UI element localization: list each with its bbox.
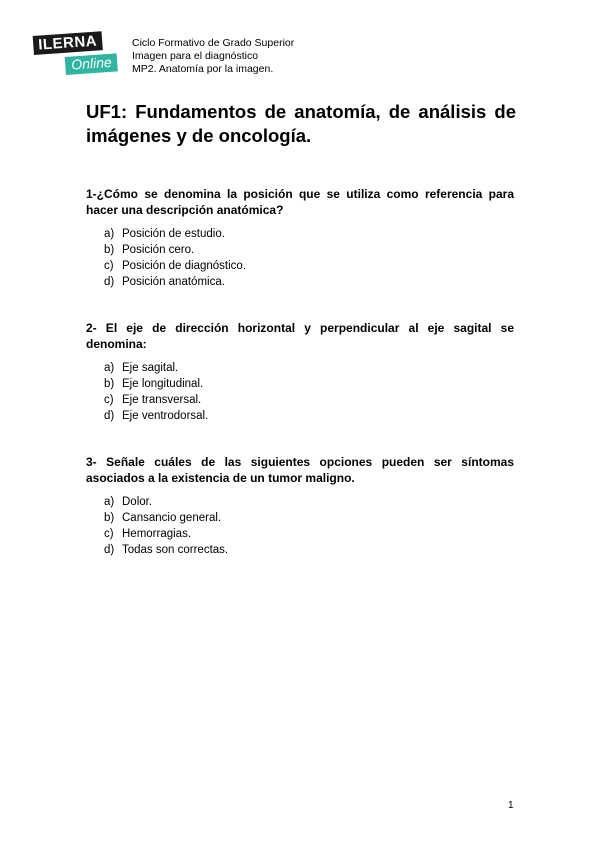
question-text: 2- El eje de dirección horizontal y perpendicular al eje sagital se denomina: [86,321,514,351]
question-3 [86,454,514,558]
option-item: c) Posición de diagnóstico. [104,260,247,272]
question-2 [86,320,514,424]
page-title: UF1: Fundamentos de anatomía, de análisis de imágenes y de oncología. [86,101,516,146]
option-item: b) Eje longitudinal. [104,378,204,390]
question-text: 1-¿Cómo se denomina la posición que se utiliza como referencia para hacer una descripción anatómica? [86,187,514,217]
header-line-course: Ciclo Formativo de Grado Superior [132,37,295,49]
option-item: c) Hemorragias. [104,528,192,540]
option-item: a) Eje sagital. [104,362,179,374]
ilerna-online-logo [34,32,126,84]
document-header [132,37,294,76]
option-item: a) Posición de estudio. [104,228,225,240]
options-list [86,494,514,558]
logo-text-online: Online [65,53,119,75]
question-1 [86,186,514,290]
header-line-program: Imagen para el diagnóstico [132,50,259,62]
option-item: a) Dolor. [104,496,153,508]
option-item: b) Cansancio general. [104,512,222,524]
option-item: d) Posición anatómica. [104,276,225,288]
options-list [86,226,514,290]
options-list [86,360,514,424]
question-text: 3- Señale cuáles de las siguientes opciones pueden ser síntomas asociados a la existencia de un tumor maligno. [86,455,514,485]
option-item: d) Eje ventrodorsal. [104,410,209,422]
page-number: 1 [508,800,514,811]
option-item: c) Eje transversal. [104,394,202,406]
option-item: b) Posición cero. [104,244,195,256]
option-item: d) Todas son correctas. [104,544,229,556]
logo-text-ilerna: ILERNA [33,31,103,55]
header-line-module: MP2. Anatomía por la imagen. [132,63,274,75]
